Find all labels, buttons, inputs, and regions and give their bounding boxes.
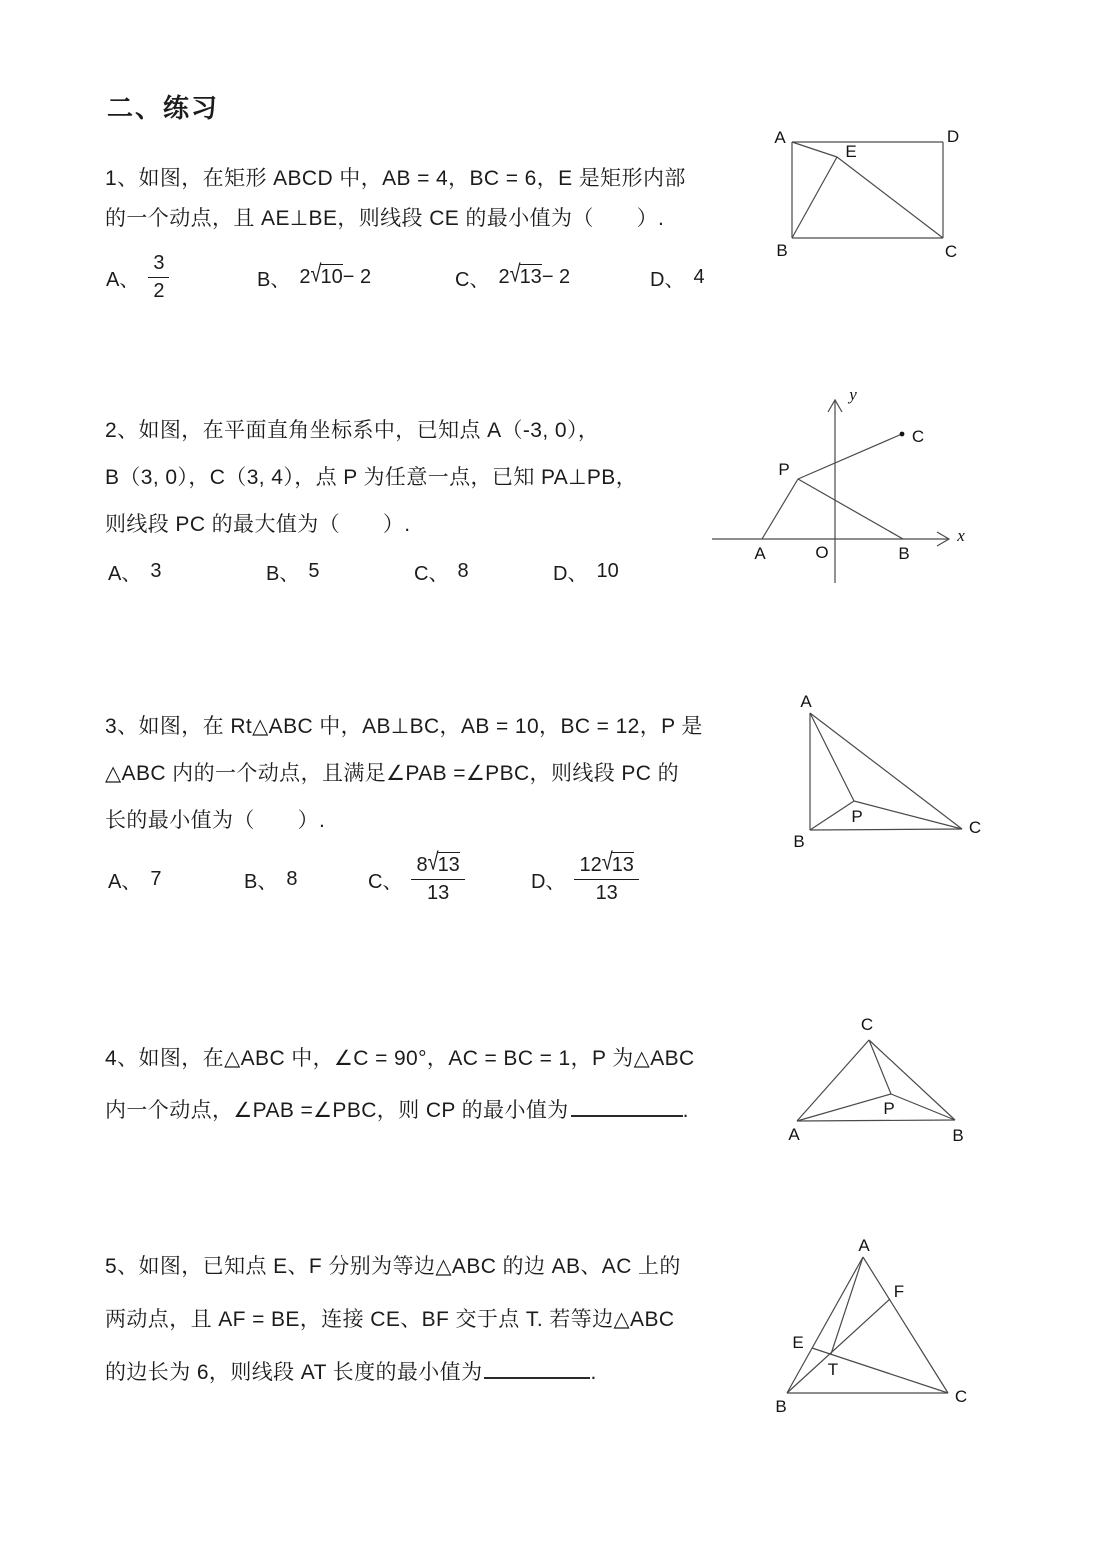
option-value: 10 <box>596 559 619 582</box>
q2-option-b <box>266 556 319 586</box>
axis-label-x: x <box>957 525 965 545</box>
figure-lines <box>762 434 903 539</box>
vertex-label-B: B <box>952 1125 964 1145</box>
figure-line <box>797 1094 891 1121</box>
figure-lines <box>797 1040 955 1121</box>
figure-line <box>869 1040 891 1094</box>
option-label: A、 <box>108 562 142 585</box>
q3-options-row <box>108 843 748 915</box>
radicand: 13 <box>519 265 542 288</box>
q2-option-c <box>414 556 469 586</box>
q1-option-b <box>257 242 371 312</box>
vertex-label-C: C <box>944 241 958 261</box>
vertex-label-B: B <box>775 1396 787 1416</box>
fraction <box>574 848 638 905</box>
coefficient: 2 <box>498 265 510 288</box>
radical-icon: √ <box>509 260 521 288</box>
vertex-label-A: A <box>858 1235 870 1255</box>
figure-line <box>810 713 962 829</box>
q2-option-a <box>108 556 161 586</box>
option-value: 5 <box>308 559 320 582</box>
vertex-label-D: D <box>946 126 960 146</box>
fraction-numerator <box>574 848 638 880</box>
sqrt-expression <box>498 260 571 289</box>
fraction-denominator: 13 <box>427 881 450 904</box>
point-label-P: P <box>851 806 863 826</box>
figure-q3-triangle <box>760 680 1010 870</box>
q4-text-line-2 <box>105 1094 689 1124</box>
q2-options-row <box>108 556 748 586</box>
figure-line <box>798 479 903 539</box>
option-label: C、 <box>455 268 490 291</box>
point-label-A: A <box>754 543 766 563</box>
radical-icon: √ <box>601 848 613 876</box>
sqrt-expression <box>299 260 372 289</box>
figure-line <box>810 713 854 801</box>
figure-line <box>787 1257 863 1393</box>
answer-blank <box>484 1356 590 1379</box>
vertex-label-A: A <box>800 691 812 711</box>
figure-line <box>792 142 837 157</box>
point-label-C: C <box>911 426 925 446</box>
point-C-dot <box>900 432 905 437</box>
option-label: A、 <box>106 268 140 291</box>
figure-lines <box>787 1257 948 1393</box>
option-value: 8 <box>286 867 298 890</box>
q2-text-line-1: 2、如图，在平面直角坐标系中，已知点 A（-3, 0）， <box>105 419 600 442</box>
point-label-F: F <box>893 1281 905 1301</box>
figure-q2-coordinate-plane <box>700 380 990 600</box>
answer-blank <box>571 1094 683 1117</box>
q5-text-line-3-text: 的边长为 6，则线段 AT 长度的最小值为 <box>105 1361 483 1384</box>
option-label: C、 <box>414 562 449 585</box>
vertex-label-C: C <box>954 1386 968 1406</box>
fraction <box>411 848 464 905</box>
radicand: 10 <box>320 265 343 288</box>
point-label-E: E <box>792 1332 804 1352</box>
option-label: B、 <box>266 562 300 585</box>
coefficient: 12 <box>579 853 602 876</box>
fraction-denominator: 2 <box>153 279 165 302</box>
point-label-P: P <box>883 1098 895 1118</box>
q3-text-line-1: 3、如图，在 Rt△ABC 中，AB⊥BC，AB = 10，BC = 12，P 是 <box>105 715 703 738</box>
figure-line <box>863 1257 948 1393</box>
q5-text-line-3 <box>105 1356 597 1386</box>
fraction-numerator: 3 <box>148 252 169 278</box>
option-label: D、 <box>531 870 566 893</box>
option-value: 7 <box>150 867 162 890</box>
figure-line <box>854 801 962 829</box>
figure-line <box>810 829 962 830</box>
figure-q4-triangle <box>770 1010 1000 1150</box>
vertex-label-A: A <box>774 127 786 147</box>
q2-text-line-3: 则线段 PC 的最大值为（ ）. <box>105 513 411 536</box>
axis-label-y: y <box>849 384 857 404</box>
option-label: B、 <box>257 268 291 291</box>
figure-q5-triangle <box>760 1230 1010 1430</box>
q2-text-line-2: B（3, 0），C（3, 4），点 P 为任意一点，已知 PA⊥PB， <box>105 466 638 489</box>
point-label-P: P <box>778 459 790 479</box>
q3-option-a <box>108 843 161 915</box>
figure-line <box>798 434 902 479</box>
option-value: 8 <box>457 559 469 582</box>
q1-option-a <box>106 242 169 312</box>
q3-option-c <box>368 843 465 915</box>
q4-text-line-1: 4、如图，在△ABC 中，∠C = 90°，AC = BC = 1，P 为△ABC <box>105 1047 695 1070</box>
q1-option-c <box>455 242 570 312</box>
vertex-label-B: B <box>793 831 805 851</box>
radicand: 13 <box>437 853 460 876</box>
q1-option-d <box>650 242 705 312</box>
fraction-denominator: 13 <box>595 881 618 904</box>
figure-line <box>792 157 837 238</box>
vertex-label-A: A <box>788 1124 800 1144</box>
vertex-label-C: C <box>968 817 982 837</box>
q3-text-line-2: △ABC 内的一个动点，且满足∠PAB =∠PBC，则线段 PC 的 <box>105 762 679 785</box>
option-value: 4 <box>693 265 705 288</box>
q4-text-line-2-text: 内一个动点，∠PAB =∠PBC，则 CP 的最小值为 <box>105 1099 569 1122</box>
figure-lines <box>810 713 962 830</box>
q3-option-d <box>531 843 639 915</box>
q2-option-d <box>553 556 619 586</box>
radical-icon: √ <box>310 260 322 288</box>
figure-line <box>891 1094 955 1120</box>
fraction-numerator <box>411 848 464 880</box>
q1-options-row <box>106 242 746 312</box>
expression-tail: − 2 <box>342 265 372 288</box>
coefficient: 2 <box>299 265 311 288</box>
option-value: 3 <box>150 559 162 582</box>
q3-text-line-3: 长的最小值为（ ）. <box>105 809 326 832</box>
option-label: C、 <box>368 870 403 893</box>
option-label: D、 <box>553 562 588 585</box>
figure-line <box>797 1040 869 1121</box>
point-label-E: E <box>845 141 857 161</box>
vertex-label-C: C <box>860 1014 874 1034</box>
expression-tail: − 2 <box>541 265 571 288</box>
q3-option-b <box>244 843 297 915</box>
figure-line <box>797 1120 955 1121</box>
blank-suffix: . <box>590 1361 597 1384</box>
point-label-B: B <box>898 543 910 563</box>
figure-line <box>837 157 943 238</box>
q5-text-line-2: 两动点，且 AF = BE，连接 CE、BF 交于点 T. 若等边△ABC <box>105 1308 675 1331</box>
figure-line <box>810 801 854 830</box>
option-label: A、 <box>108 870 142 893</box>
option-label: B、 <box>244 870 278 893</box>
radicand: 13 <box>611 853 634 876</box>
q1-text-line-1: 1、如图，在矩形 ABCD 中，AB = 4，BC = 6，E 是矩形内部 <box>105 167 686 190</box>
radical-icon: √ <box>427 848 439 876</box>
page-title: 二、练习 <box>107 93 220 123</box>
fraction <box>148 252 169 303</box>
coefficient: 8 <box>416 853 428 876</box>
vertex-label-B: B <box>776 240 788 260</box>
figure-line <box>762 479 798 539</box>
q5-text-line-1: 5、如图，已知点 E、F 分别为等边△ABC 的边 AB、AC 上的 <box>105 1255 681 1278</box>
option-label: D、 <box>650 268 685 291</box>
blank-suffix: . <box>682 1099 689 1122</box>
origin-label-O: O <box>815 542 829 562</box>
figure-q1-rectangle <box>740 110 1040 280</box>
point-label-T: T <box>827 1359 839 1379</box>
q1-text-line-2: 的一个动点，且 AE⊥BE，则线段 CE 的最小值为（ ）. <box>105 207 665 230</box>
figure-line <box>869 1040 955 1120</box>
figure-lines <box>792 142 943 238</box>
